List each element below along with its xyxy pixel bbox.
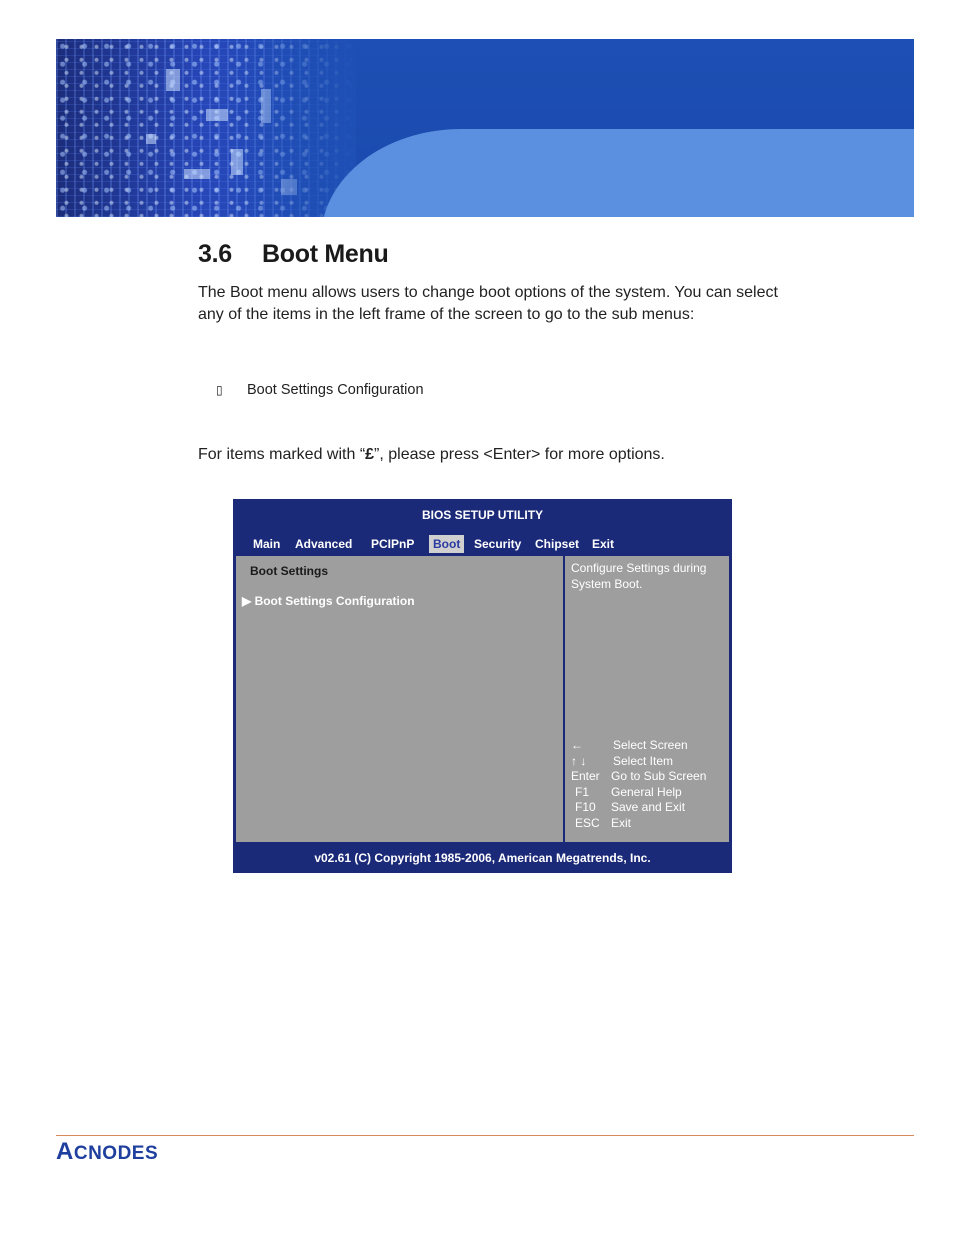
note-paragraph: [198, 446, 665, 464]
key-label: F1: [575, 784, 590, 799]
bullet-list-item: [216, 382, 424, 398]
bios-tab-bar: [233, 535, 732, 555]
bios-copyright: v02.61 (C) Copyright 1985-2006, American Megatrends, Inc.: [314, 851, 651, 865]
company-logo: [56, 1138, 158, 1166]
bios-title: BIOS SETUP UTILITY: [421, 508, 544, 522]
header-banner: [56, 39, 914, 217]
note-symbol: £: [365, 446, 375, 463]
key-desc: Save and Exit: [611, 800, 686, 814]
section-title: Boot Menu: [262, 240, 389, 268]
bios-tab-security[interactable]: Security: [474, 537, 522, 551]
logo-initial: A: [56, 1138, 74, 1165]
boot-settings-title: Boot Settings: [250, 564, 328, 578]
left-arrow-icon: ←: [571, 738, 583, 752]
bullet-text: Boot Settings Configuration: [247, 382, 424, 398]
key-label: F10: [575, 800, 596, 814]
key-desc: General Help: [611, 784, 682, 799]
key-desc: Go to Sub Screen: [611, 769, 707, 783]
boot-settings-configuration-item[interactable]: ▶ Boot Settings Configuration: [242, 594, 415, 608]
bios-left-pane: [236, 556, 566, 842]
bios-tab-exit[interactable]: Exit: [592, 537, 615, 551]
section-heading: [198, 240, 388, 269]
note-prefix: For items marked with “: [198, 446, 366, 463]
bios-tab-pcipnp[interactable]: PCIPnP: [371, 537, 415, 551]
bios-tab-main[interactable]: Main: [253, 537, 281, 551]
bios-tab-boot[interactable]: Boot: [429, 535, 464, 553]
bios-tab-chipset[interactable]: Chipset: [535, 537, 580, 551]
intro-paragraph: The Boot menu allows users to change boot options of the system. You can select any of the items in the left frame of the screen to go to the sub menus:: [198, 284, 778, 323]
circuit-board-image: [56, 39, 356, 217]
note-suffix: ”, please press <Enter> for more options.: [374, 446, 665, 463]
footer-rule: [56, 1135, 914, 1136]
banner-curve: [321, 129, 914, 217]
key-label: Enter: [571, 769, 600, 783]
bios-tab-advanced[interactable]: Advanced: [295, 537, 353, 551]
bios-help-pane: [565, 556, 729, 842]
help-text: Configure Settings during System Boot.: [571, 561, 707, 591]
up-down-arrow-icon: ↑ ↓: [571, 753, 587, 768]
key-desc: Exit: [611, 815, 632, 830]
bullet-marker: ▯: [216, 383, 223, 397]
key-label: ESC: [575, 815, 600, 830]
key-desc: Select Screen: [613, 738, 688, 752]
bios-screenshot: [233, 499, 732, 873]
logo-rest: CNODES: [73, 1143, 159, 1164]
section-number: 3.6: [198, 240, 232, 268]
key-desc: Select Item: [613, 753, 674, 768]
